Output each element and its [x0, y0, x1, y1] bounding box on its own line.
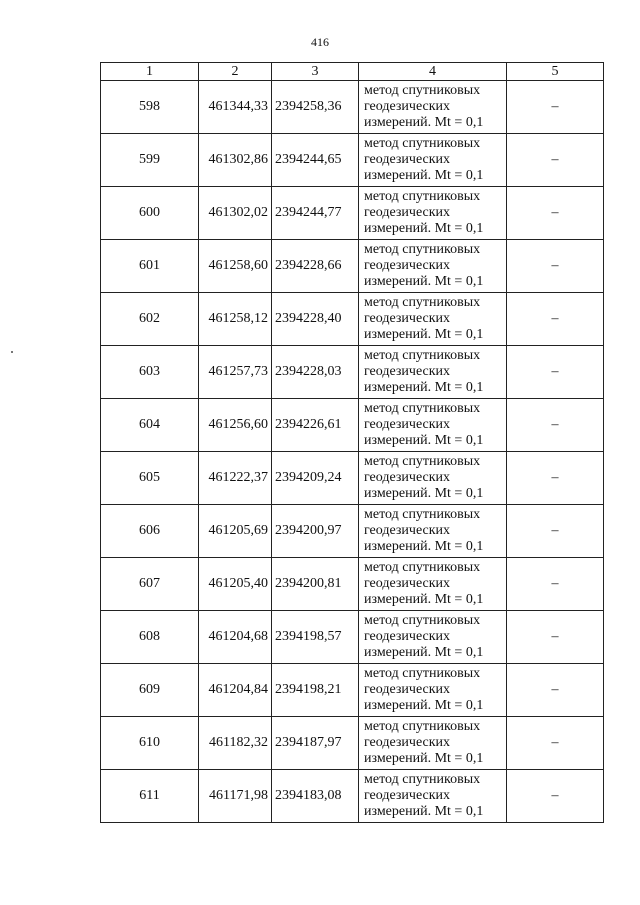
table-row: [101, 293, 604, 346]
y-coordinate-cell: 2394228,03: [272, 346, 359, 399]
method-cell: [359, 717, 507, 770]
x-coordinate-cell: 461344,33: [199, 81, 272, 134]
method-text-line: метод спутниковых: [364, 560, 481, 575]
method-text-line: метод спутниковых: [364, 613, 481, 628]
method-text-line: метод спутниковых: [364, 348, 481, 363]
x-coordinate-cell: 461258,12: [199, 293, 272, 346]
method-text-line: геодезических: [364, 682, 451, 697]
method-cell: [359, 81, 507, 134]
method-text-line: геодезических: [364, 576, 451, 591]
method-text-line: метод спутниковых: [364, 242, 481, 257]
method-text-line: измерений. Mt = 0,1: [364, 751, 484, 766]
point-number-cell: 607: [101, 558, 199, 611]
method-text-line: геодезических: [364, 629, 451, 644]
table-row: [101, 611, 604, 664]
method-text-line: измерений. Mt = 0,1: [364, 433, 484, 448]
x-coordinate-cell: 461256,60: [199, 399, 272, 452]
method-text-line: метод спутниковых: [364, 295, 481, 310]
method-text-line: геодезических: [364, 311, 451, 326]
method-text-line: измерений. Mt = 0,1: [364, 539, 484, 554]
method-text-line: измерений. Mt = 0,1: [364, 698, 484, 713]
x-coordinate-cell: 461182,32: [199, 717, 272, 770]
table-row: [101, 81, 604, 134]
y-coordinate-cell: 2394198,21: [272, 664, 359, 717]
y-coordinate-cell: 2394187,97: [272, 717, 359, 770]
method-cell: [359, 505, 507, 558]
y-coordinate-cell: 2394244,65: [272, 134, 359, 187]
method-text-line: измерений. Mt = 0,1: [364, 804, 484, 819]
y-coordinate-cell: 2394226,61: [272, 399, 359, 452]
note-cell: –: [507, 558, 604, 611]
table-row: [101, 664, 604, 717]
point-number-cell: 608: [101, 611, 199, 664]
method-text-line: геодезических: [364, 152, 451, 167]
point-number-cell: 604: [101, 399, 199, 452]
method-cell: [359, 558, 507, 611]
method-text-line: измерений. Mt = 0,1: [364, 168, 484, 183]
point-number-cell: 606: [101, 505, 199, 558]
x-coordinate-cell: 461171,98: [199, 770, 272, 823]
method-cell: [359, 611, 507, 664]
method-cell: [359, 346, 507, 399]
method-cell: [359, 293, 507, 346]
table-row: [101, 346, 604, 399]
point-number-cell: 611: [101, 770, 199, 823]
method-text-line: метод спутниковых: [364, 401, 481, 416]
scan-artifact-dot: [11, 351, 13, 353]
method-text-line: метод спутниковых: [364, 189, 481, 204]
x-coordinate-cell: 461257,73: [199, 346, 272, 399]
x-coordinate-cell: 461205,69: [199, 505, 272, 558]
table-row: [101, 452, 604, 505]
method-cell: [359, 240, 507, 293]
y-coordinate-cell: 2394209,24: [272, 452, 359, 505]
x-coordinate-cell: 461258,60: [199, 240, 272, 293]
x-coordinate-cell: 461302,86: [199, 134, 272, 187]
method-text-line: измерений. Mt = 0,1: [364, 645, 484, 660]
method-text-line: измерений. Mt = 0,1: [364, 327, 484, 342]
method-text-line: геодезических: [364, 364, 451, 379]
x-coordinate-cell: 461204,84: [199, 664, 272, 717]
method-text-line: геодезических: [364, 523, 451, 538]
note-cell: –: [507, 81, 604, 134]
header-col-5: 5: [507, 63, 604, 81]
point-number-cell: 602: [101, 293, 199, 346]
method-text-line: метод спутниковых: [364, 772, 481, 787]
point-number-cell: 603: [101, 346, 199, 399]
point-number-cell: 600: [101, 187, 199, 240]
y-coordinate-cell: 2394228,40: [272, 293, 359, 346]
note-cell: –: [507, 134, 604, 187]
method-text-line: геодезических: [364, 258, 451, 273]
point-number-cell: 598: [101, 81, 199, 134]
note-cell: –: [507, 346, 604, 399]
table-row: [101, 399, 604, 452]
method-text-line: геодезических: [364, 735, 451, 750]
y-coordinate-cell: 2394183,08: [272, 770, 359, 823]
note-cell: –: [507, 611, 604, 664]
table-row: [101, 770, 604, 823]
coordinates-table: [100, 62, 604, 823]
note-cell: –: [507, 293, 604, 346]
method-text-line: метод спутниковых: [364, 83, 481, 98]
method-text-line: метод спутниковых: [364, 454, 481, 469]
method-cell: [359, 664, 507, 717]
x-coordinate-cell: 461204,68: [199, 611, 272, 664]
header-col-2: 2: [199, 63, 272, 81]
method-text-line: метод спутниковых: [364, 507, 481, 522]
y-coordinate-cell: 2394244,77: [272, 187, 359, 240]
note-cell: –: [507, 664, 604, 717]
table-row: [101, 187, 604, 240]
note-cell: –: [507, 240, 604, 293]
method-text-line: геодезических: [364, 470, 451, 485]
header-col-1: 1: [101, 63, 199, 81]
method-text-line: измерений. Mt = 0,1: [364, 221, 484, 236]
point-number-cell: 601: [101, 240, 199, 293]
point-number-cell: 599: [101, 134, 199, 187]
note-cell: –: [507, 770, 604, 823]
method-text-line: метод спутниковых: [364, 666, 481, 681]
method-cell: [359, 770, 507, 823]
method-text-line: геодезических: [364, 788, 451, 803]
method-text-line: измерений. Mt = 0,1: [364, 592, 484, 607]
method-text-line: геодезических: [364, 205, 451, 220]
method-text-line: измерений. Mt = 0,1: [364, 380, 484, 395]
point-number-cell: 605: [101, 452, 199, 505]
method-text-line: метод спутниковых: [364, 719, 481, 734]
table-header-row: [101, 63, 604, 81]
point-number-cell: 610: [101, 717, 199, 770]
note-cell: –: [507, 399, 604, 452]
table-row: [101, 558, 604, 611]
page-number: 416: [311, 35, 329, 49]
table-row: [101, 240, 604, 293]
note-cell: –: [507, 505, 604, 558]
point-number-cell: 609: [101, 664, 199, 717]
table-row: [101, 134, 604, 187]
x-coordinate-cell: 461205,40: [199, 558, 272, 611]
header-col-4: 4: [359, 63, 507, 81]
table-row: [101, 717, 604, 770]
table-row: [101, 505, 604, 558]
y-coordinate-cell: 2394228,66: [272, 240, 359, 293]
method-text-line: метод спутниковых: [364, 136, 481, 151]
note-cell: –: [507, 717, 604, 770]
method-text-line: измерений. Mt = 0,1: [364, 115, 484, 130]
y-coordinate-cell: 2394200,97: [272, 505, 359, 558]
note-cell: –: [507, 452, 604, 505]
y-coordinate-cell: 2394200,81: [272, 558, 359, 611]
note-cell: –: [507, 187, 604, 240]
x-coordinate-cell: 461222,37: [199, 452, 272, 505]
method-text-line: геодезических: [364, 417, 451, 432]
method-text-line: измерений. Mt = 0,1: [364, 486, 484, 501]
table-body: [101, 81, 604, 823]
header-col-3: 3: [272, 63, 359, 81]
method-text-line: измерений. Mt = 0,1: [364, 274, 484, 289]
y-coordinate-cell: 2394258,36: [272, 81, 359, 134]
method-cell: [359, 399, 507, 452]
method-cell: [359, 452, 507, 505]
y-coordinate-cell: 2394198,57: [272, 611, 359, 664]
method-cell: [359, 134, 507, 187]
method-cell: [359, 187, 507, 240]
x-coordinate-cell: 461302,02: [199, 187, 272, 240]
method-text-line: геодезических: [364, 99, 451, 114]
